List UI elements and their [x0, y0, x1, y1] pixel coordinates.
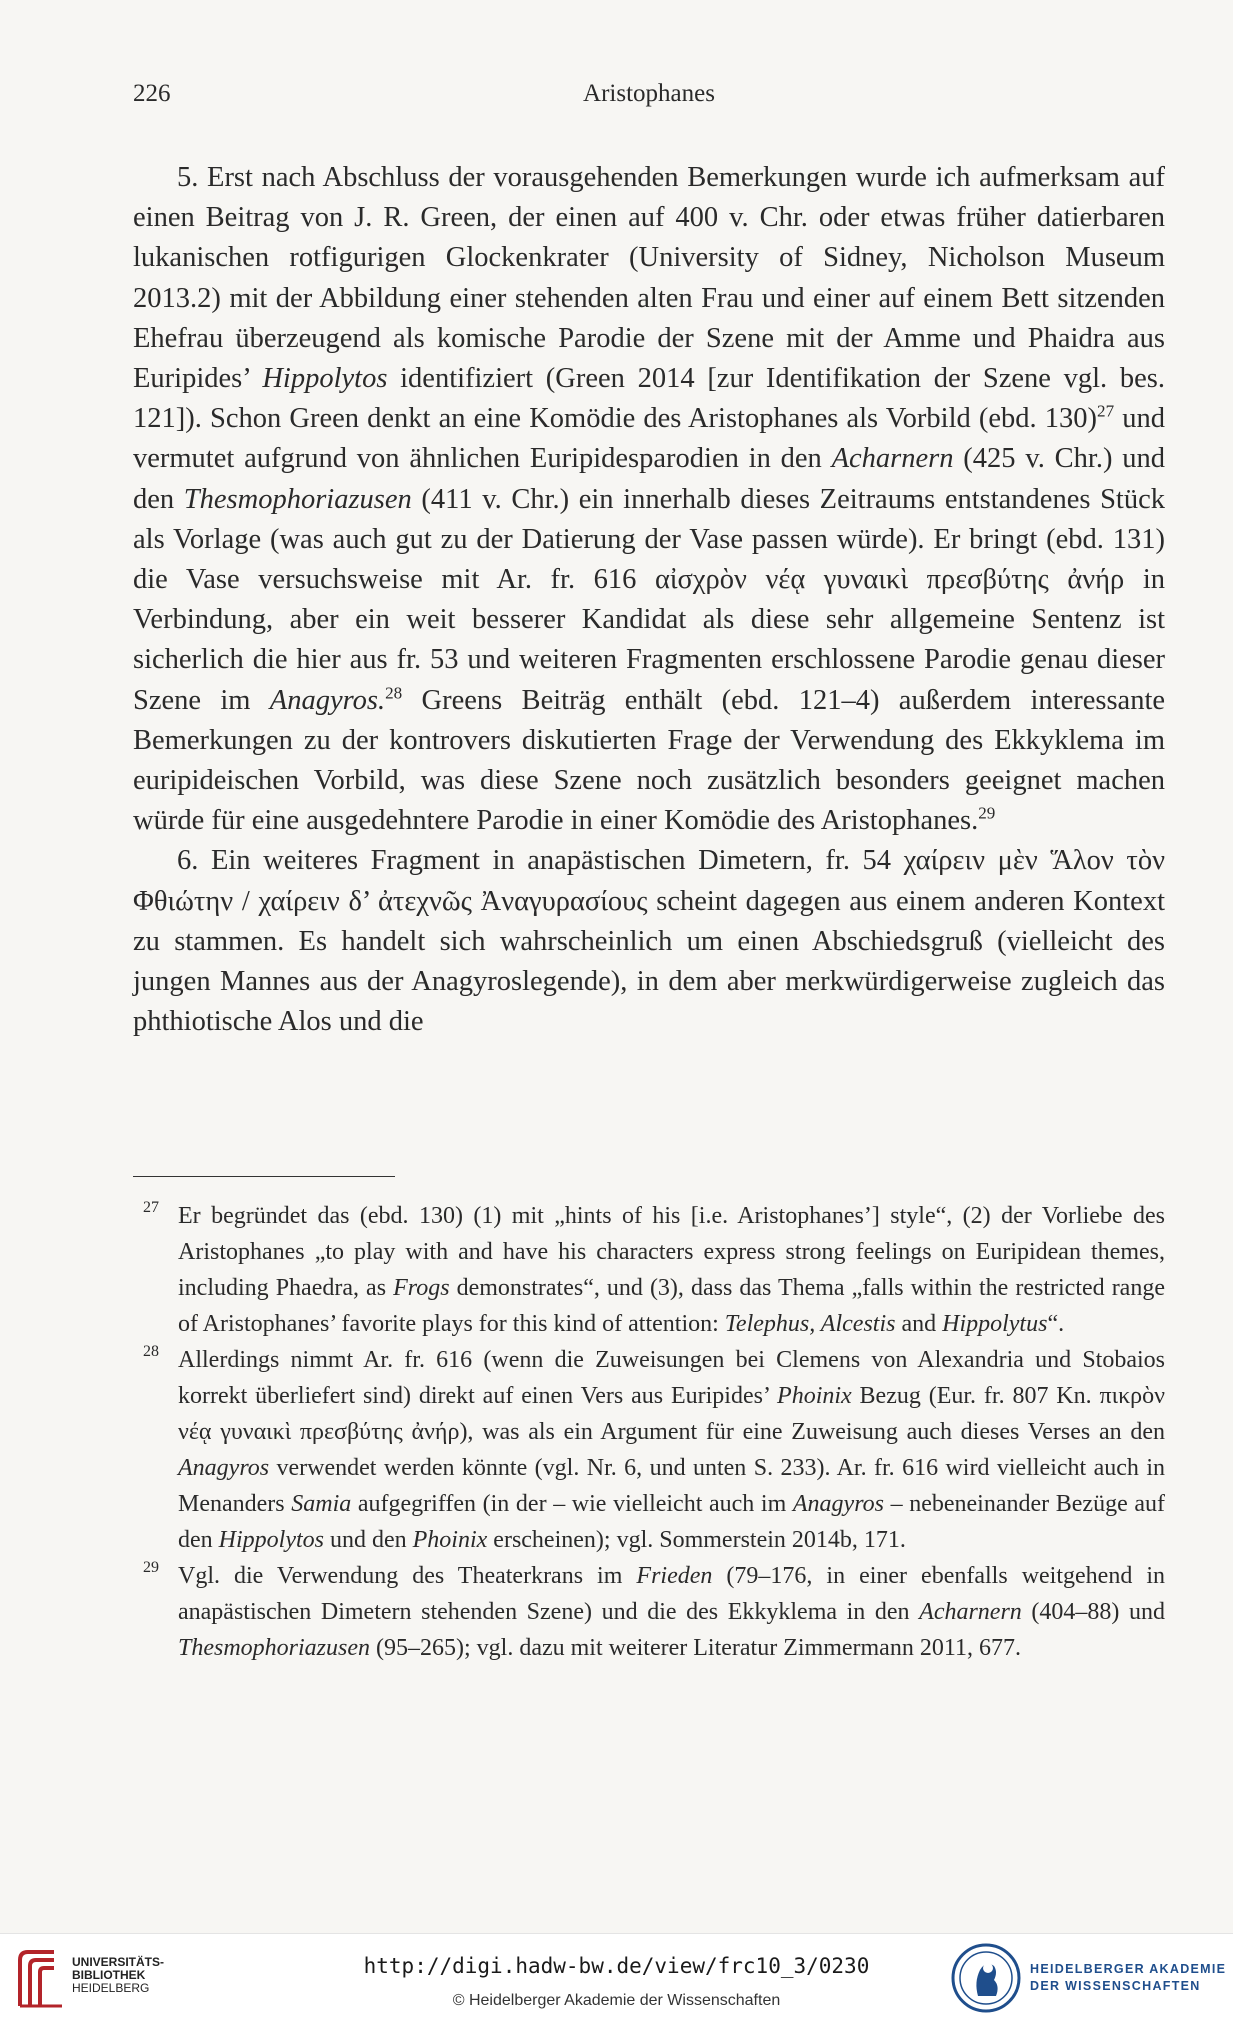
- italic-span: Thesmophoriazusen: [178, 1635, 371, 1661]
- text-run: (95–265); vgl. dazu mit weiterer Literatur Zimmermann 2011, 677.: [370, 1635, 1021, 1661]
- text-run: und vermutet aufgrund von ähnlichen Euripidesparodien in den: [133, 403, 1165, 475]
- italic-span: Acharnern: [919, 1599, 1022, 1625]
- footnote-ref: 28: [385, 683, 403, 703]
- footnote-ref: 27: [1097, 401, 1115, 421]
- text-run: Vgl. die Verwendung des Theaterkrans im: [178, 1563, 637, 1589]
- italic-span: Frogs: [393, 1275, 450, 1301]
- footnote-ref: 29: [978, 803, 996, 823]
- text-run: aufgegriffen (in der – wie vielleicht auch im: [351, 1491, 793, 1517]
- text-run: Bezug (Eur. fr. 807 Kn. πικρὸν νέᾳ γυναικὶ πρεσβύτης ἀνήρ), was als ein Argument für eine Zuweisung auch dieses Verses an den: [178, 1383, 1165, 1445]
- footnote-text: [178, 1203, 1165, 1337]
- italic-span: Hippolytos: [218, 1527, 324, 1553]
- footnotes: [133, 1198, 1165, 1666]
- italic-span: Hippolytos: [262, 363, 388, 395]
- italic-span: Telephus, Alcestis: [724, 1311, 896, 1337]
- copyright-notice: © Heidelberger Akademie der Wissenschaften: [452, 1992, 781, 2009]
- italic-span: Anagyros: [178, 1455, 270, 1481]
- text-run: (425 v. Chr.) und den: [133, 443, 1166, 515]
- footnote-28: [133, 1342, 1165, 1558]
- italic-span: Hippolytus: [942, 1311, 1048, 1337]
- footnote-separator: [133, 1176, 395, 1177]
- page-number: 226: [133, 80, 171, 107]
- italic-span: Thesmophoriazusen: [183, 483, 412, 515]
- footnote-number: 29: [143, 1559, 159, 1576]
- body-text: [133, 158, 1165, 1042]
- text-run: identifiziert (Green 2014 [zur Identifikation der Szene vgl. bes. 121]). Schon Green denkt an eine Komödie des Aristophanes als Vorbild (ebd. 130): [133, 363, 1166, 435]
- text-run: verwendet werden könnte (vgl. Nr. 6, und unten S. 233). Ar. fr. 616 wird vielleicht auch in Menanders: [178, 1455, 1165, 1517]
- text-run: “.: [1047, 1311, 1065, 1337]
- text-run: (411 v. Chr.) ein innerhalb dieses Zeitraums entstandenes Stück als Vorlage (was auch gut zu der Datierung der Vase passen würde). Er bringt (ebd. 131) die Vase versuchsweise mit Ar. fr. 616 αἰσχρὸν νέᾳ γυναικὶ πρεσβύτης ἀνήρ in Verbindung, aber ein weit besserer Kandidat als diese sehr allgemeine Sentenz ist sicherlich die hier aus fr. 53 und weiteren Fragmenten erschlossene Parodie genau dieser Szene im: [133, 483, 1165, 716]
- text-run: und den: [323, 1527, 413, 1553]
- text-run: (404–88) und: [1021, 1599, 1166, 1625]
- text-run: erscheinen); vgl. Sommerstein 2014b, 171.: [487, 1527, 906, 1553]
- text-run: Greens Beiträg enthält (ebd. 121–4) außerdem interessante Bemerkungen zu der kontrovers diskutierten Frage der Verwendung des Ekkyklema im euripideischen Vorbild, was diese Szene noch zusätzlich besonders geeignet machen würde für eine ausgedehntere Parodie in einer Komödie des Aristophanes.: [133, 684, 1166, 837]
- italic-span: Frieden: [636, 1563, 713, 1589]
- paragraph-5: [133, 158, 1165, 841]
- text-run: Er begründet das (ebd. 130) (1) mit „hints of his [i.e. Aristophanes’] style“, (2) der Vorliebe des Aristophanes „to play with and have his characters express strong feelings on Euripidean themes, including Phaedra, as: [178, 1203, 1165, 1301]
- footnote-number: 28: [143, 1343, 159, 1360]
- italic-span: Samia: [291, 1491, 352, 1517]
- italic-span: Phoinix: [777, 1383, 852, 1409]
- italic-span: Anagyros: [792, 1491, 884, 1517]
- text-run: 6. Ein weiteres Fragment in anapästischen Dimetern, fr. 54 χαίρειν μὲν Ἅλον τὸν Φθιώτην / χαίρειν δ’ ἀτεχνῶς Ἀναγυρασίους scheint dagegen aus einem anderen Kontext zu stammen. Es handelt sich wahrscheinlich um einen Abschiedsgruß (vielleicht des jungen Mannes aus der Anagyroslegende), in dem aber merkwürdigerweise zugleich das phthiotische Alos und die: [133, 845, 1165, 1038]
- permalink-url[interactable]: http://digi.hadw-bw.de/view/frc10_3/0230: [363, 1954, 870, 1978]
- text-run: 5. Erst nach Abschluss der vorausgehenden Bemerkungen wurde ich aufmerksam auf einen Beitrag von J. R. Green, der einen auf 400 v. Chr. oder etwas früher datierbaren lukanischen rotfigurigen Glockenkrater (University of Sidney, Nicholson Museum 2013.2) mit der Abbildung einer stehenden alten Frau und einer auf einem Bett sitzenden Ehefrau überzeugend als komische Parodie der Szene mit der Amme und Phaidra aus Euripides’: [133, 162, 1165, 395]
- italic-span: Anagyros.: [269, 684, 386, 716]
- text-run: – nebeneinander Bezüge auf den: [178, 1491, 1165, 1553]
- academy-seal-icon: [950, 1942, 1022, 2014]
- running-title: Aristophanes: [583, 80, 715, 107]
- text-run: and: [895, 1311, 943, 1337]
- text-run: Allerdings nimmt Ar. fr. 616 (wenn die Zuweisungen bei Clemens von Alexandria und Stobaios korrekt überliefert sind) direkt auf einen Vers aus Euripides’: [178, 1347, 1165, 1409]
- digitization-footer: [0, 1933, 1233, 2022]
- italic-span: Phoinix: [412, 1527, 488, 1553]
- text-run: demonstrates“, und (3), dass das Thema „falls within the restricted range of Aristophanes’ favorite plays for this kind of attention:: [178, 1275, 1165, 1337]
- running-head: [133, 80, 1165, 116]
- footnote-number: 27: [143, 1199, 159, 1216]
- italic-span: Acharnern: [831, 443, 954, 475]
- library-name: UNIVERSITÄTS- BIBLIOTHEK HEIDELBERG: [72, 1955, 165, 1995]
- text-run: (79–176, in einer ebenfalls weitgehend in anapästischen Dimetern stehenden Szene) und die des Ekkyklema in den: [178, 1563, 1165, 1625]
- footnote-27: [133, 1198, 1165, 1342]
- academy-name: HEIDELBERGER AKADEMIE DER WISSENSCHAFTEN: [1030, 1962, 1227, 1993]
- footnote-text: [178, 1563, 1165, 1661]
- paragraph-6: [133, 841, 1165, 1042]
- footnote-text: [178, 1347, 1165, 1553]
- footnote-29: [133, 1558, 1165, 1666]
